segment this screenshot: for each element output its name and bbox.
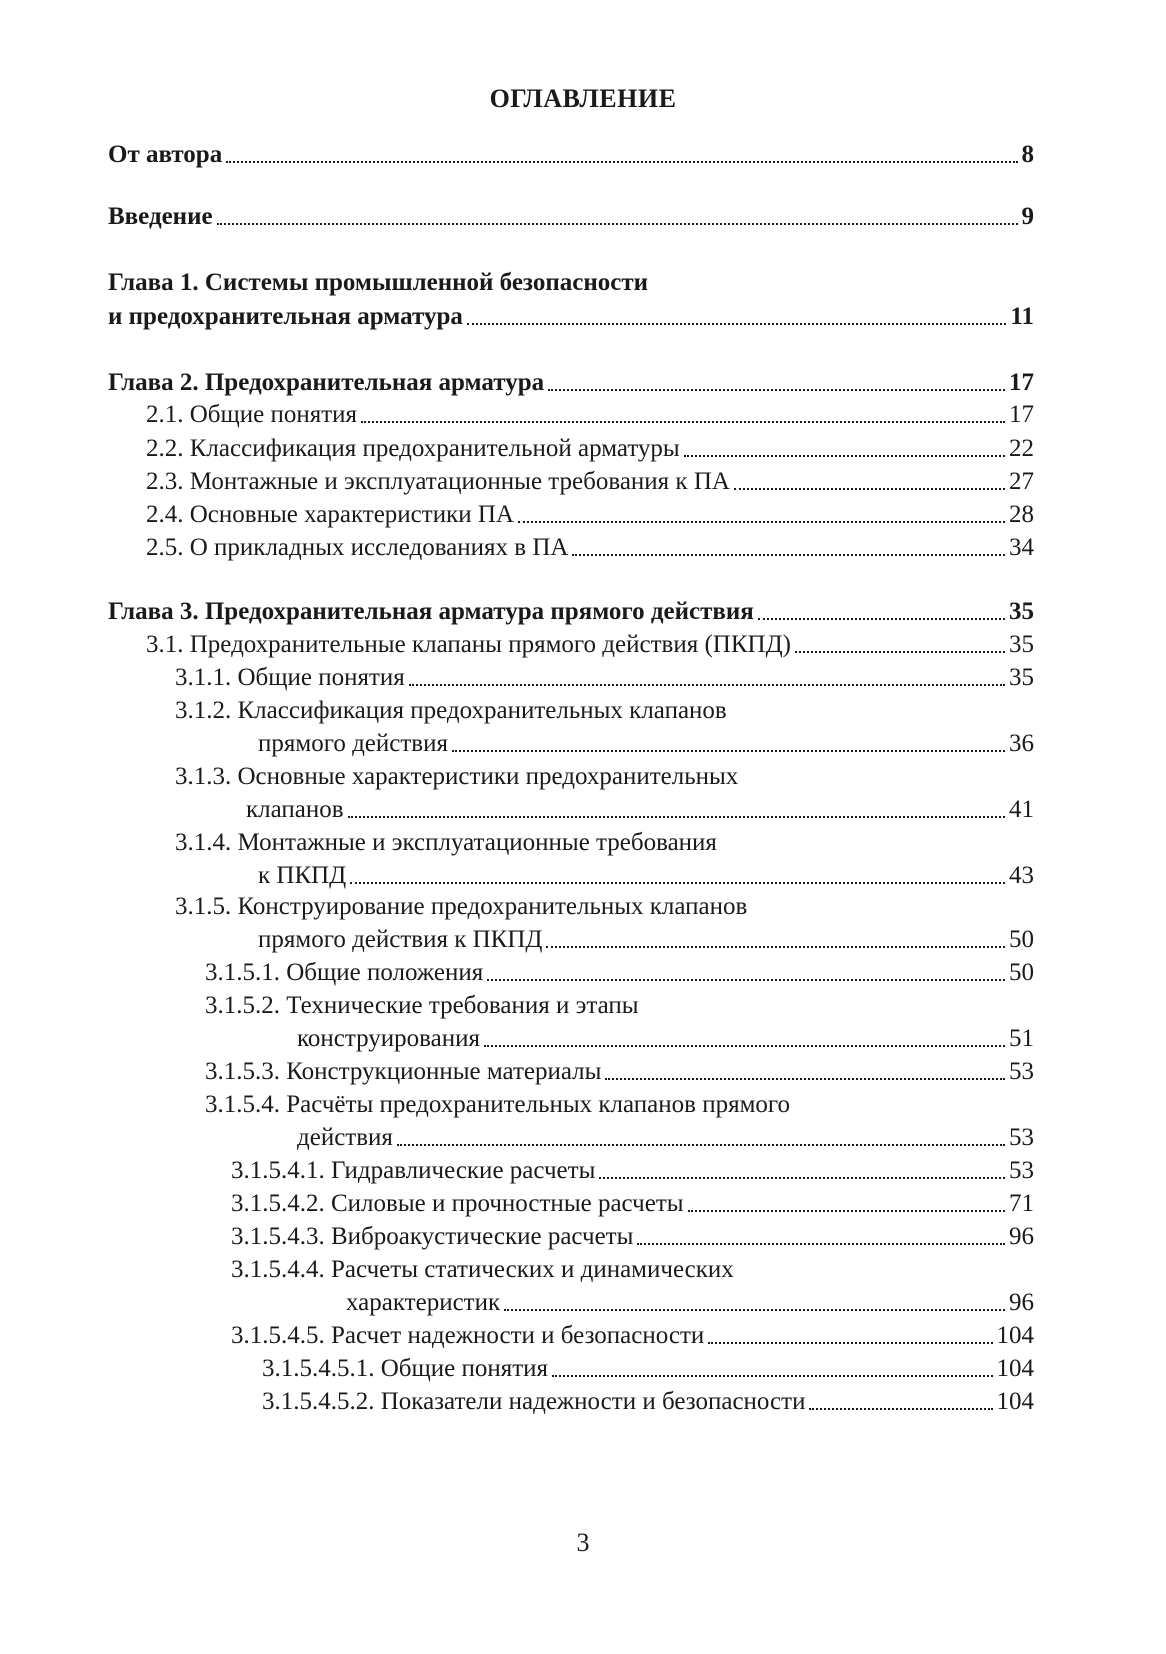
toc-entry-3-1-1[interactable]: 3.1.1. Общие понятия 35 [175,664,1034,691]
dot-leader [572,554,1005,556]
dot-leader [484,1045,1005,1047]
dot-leader [397,1144,1005,1146]
dot-leader [734,488,1005,490]
toc-entry-3-1-5-4-5-1[interactable]: 3.1.5.4.5.1. Общие понятия 104 [262,1355,1034,1382]
toc-entry-3-1-5-3[interactable]: 3.1.5.3. Конструкционные материалы 53 [205,1058,1034,1085]
page-number: 3 [576,1528,590,1557]
dot-leader [409,684,1005,686]
toc-entry-2-3[interactable]: 2.3. Монтажные и эксплуатационные требования к ПА 27 [146,468,1034,495]
toc-entry-3-1-2-line1[interactable]: 3.1.2. Классификация предохранительных клапанов [175,697,727,724]
dot-leader [487,979,1005,981]
dot-leader [552,1375,992,1377]
toc-entry-ch1-line1[interactable]: Глава 1. Системы промышленной безопасности [108,269,649,296]
toc-entry-from-author[interactable]: От автора 8 [108,141,1034,168]
dot-leader [708,1342,992,1344]
toc-entry-2-4[interactable]: 2.4. Основные характеристики ПА 28 [146,501,1034,528]
dot-leader [518,521,1005,523]
toc-entry-3-1-5-4-5-2[interactable]: 3.1.5.4.5.2. Показатели надежности и безопасности 104 [262,1388,1034,1415]
toc-entry-3-1-5-line1[interactable]: 3.1.5. Конструирование предохранительных клапанов [175,893,748,920]
toc-entry-3-1-3-line1[interactable]: 3.1.3. Основные характеристики предохранительных [175,763,739,790]
dot-leader [452,750,1005,752]
toc-entry-3-1-5-4-4-line1[interactable]: 3.1.5.4.4. Расчеты статических и динамических [231,1256,734,1283]
dot-leader [688,1210,1005,1212]
toc-entry-3-1-2-line2[interactable]: прямого действия 36 [258,730,1034,757]
toc-entry-ch2[interactable]: Глава 2. Предохранительная арматура 17 [108,369,1034,396]
toc-title: ОГЛАВЛЕНИЕ [489,84,677,113]
toc-entry-3-1-5-4-2[interactable]: 3.1.5.4.2. Силовые и прочностные расчеты 71 [231,1190,1034,1217]
dot-leader [546,946,1005,948]
toc-entry-2-1[interactable]: 2.1. Общие понятия 17 [146,401,1034,428]
toc-entry-3-1-5-4-1[interactable]: 3.1.5.4.1. Гидравлические расчеты 53 [231,1157,1034,1184]
dot-leader [637,1243,1005,1245]
dot-leader [605,1078,1005,1080]
dot-leader [548,389,1005,391]
dot-leader [758,618,1005,620]
toc-entry-3-1-3-line2[interactable]: клапанов 41 [246,796,1034,823]
dot-leader [361,421,1005,423]
toc-entry-3-1-5-4-line2[interactable]: действия 53 [297,1124,1034,1151]
toc-entry-3-1-5-4-3[interactable]: 3.1.5.4.3. Виброакустические расчеты 96 [231,1223,1034,1250]
toc-entry-2-2[interactable]: 2.2. Классификация предохранительной арматуры 22 [146,435,1034,462]
dot-leader [795,651,1005,653]
dot-leader [350,882,1005,884]
toc-entry-3-1-5-4-line1[interactable]: 3.1.5.4. Расчёты предохранительных клапанов прямого [205,1091,791,1118]
dot-leader [226,161,1017,163]
toc-entry-3-1-5-4-4-line2[interactable]: характеристик 96 [346,1289,1034,1316]
toc-entry-3-1-5-line2[interactable]: прямого действия к ПКПД 50 [258,926,1034,953]
toc-entry-3-1[interactable]: 3.1. Предохранительные клапаны прямого действия (ПКПД) 35 [146,631,1034,658]
dot-leader [599,1177,1005,1179]
toc-entry-3-1-5-2-line1[interactable]: 3.1.5.2. Технические требования и этапы [205,992,639,1019]
toc-entry-ch3[interactable]: Глава 3. Предохранительная арматура прямого действия 35 [108,598,1034,625]
toc-entry-3-1-4-line1[interactable]: 3.1.4. Монтажные и эксплуатационные требования [175,829,717,856]
toc-entry-ch1-line2[interactable]: и предохранительная арматура 11 [108,303,1034,330]
dot-leader [684,455,1005,457]
dot-leader [504,1309,1005,1311]
toc-entry-3-1-4-line2[interactable]: к ПКПД 43 [258,862,1034,889]
toc-entry-intro[interactable]: Введение 9 [108,203,1034,230]
toc-entry-3-1-5-1[interactable]: 3.1.5.1. Общие положения 50 [205,959,1034,986]
dot-leader [809,1408,992,1410]
toc-entry-3-1-5-4-5[interactable]: 3.1.5.4.5. Расчет надежности и безопасности 104 [231,1322,1034,1349]
toc-entry-2-5[interactable]: 2.5. О прикладных исследованиях в ПА 34 [146,534,1034,561]
toc-entry-3-1-5-2-line2[interactable]: конструирования 51 [297,1025,1034,1052]
dot-leader [467,323,1007,325]
dot-leader [348,816,1005,818]
dot-leader [217,223,1018,225]
